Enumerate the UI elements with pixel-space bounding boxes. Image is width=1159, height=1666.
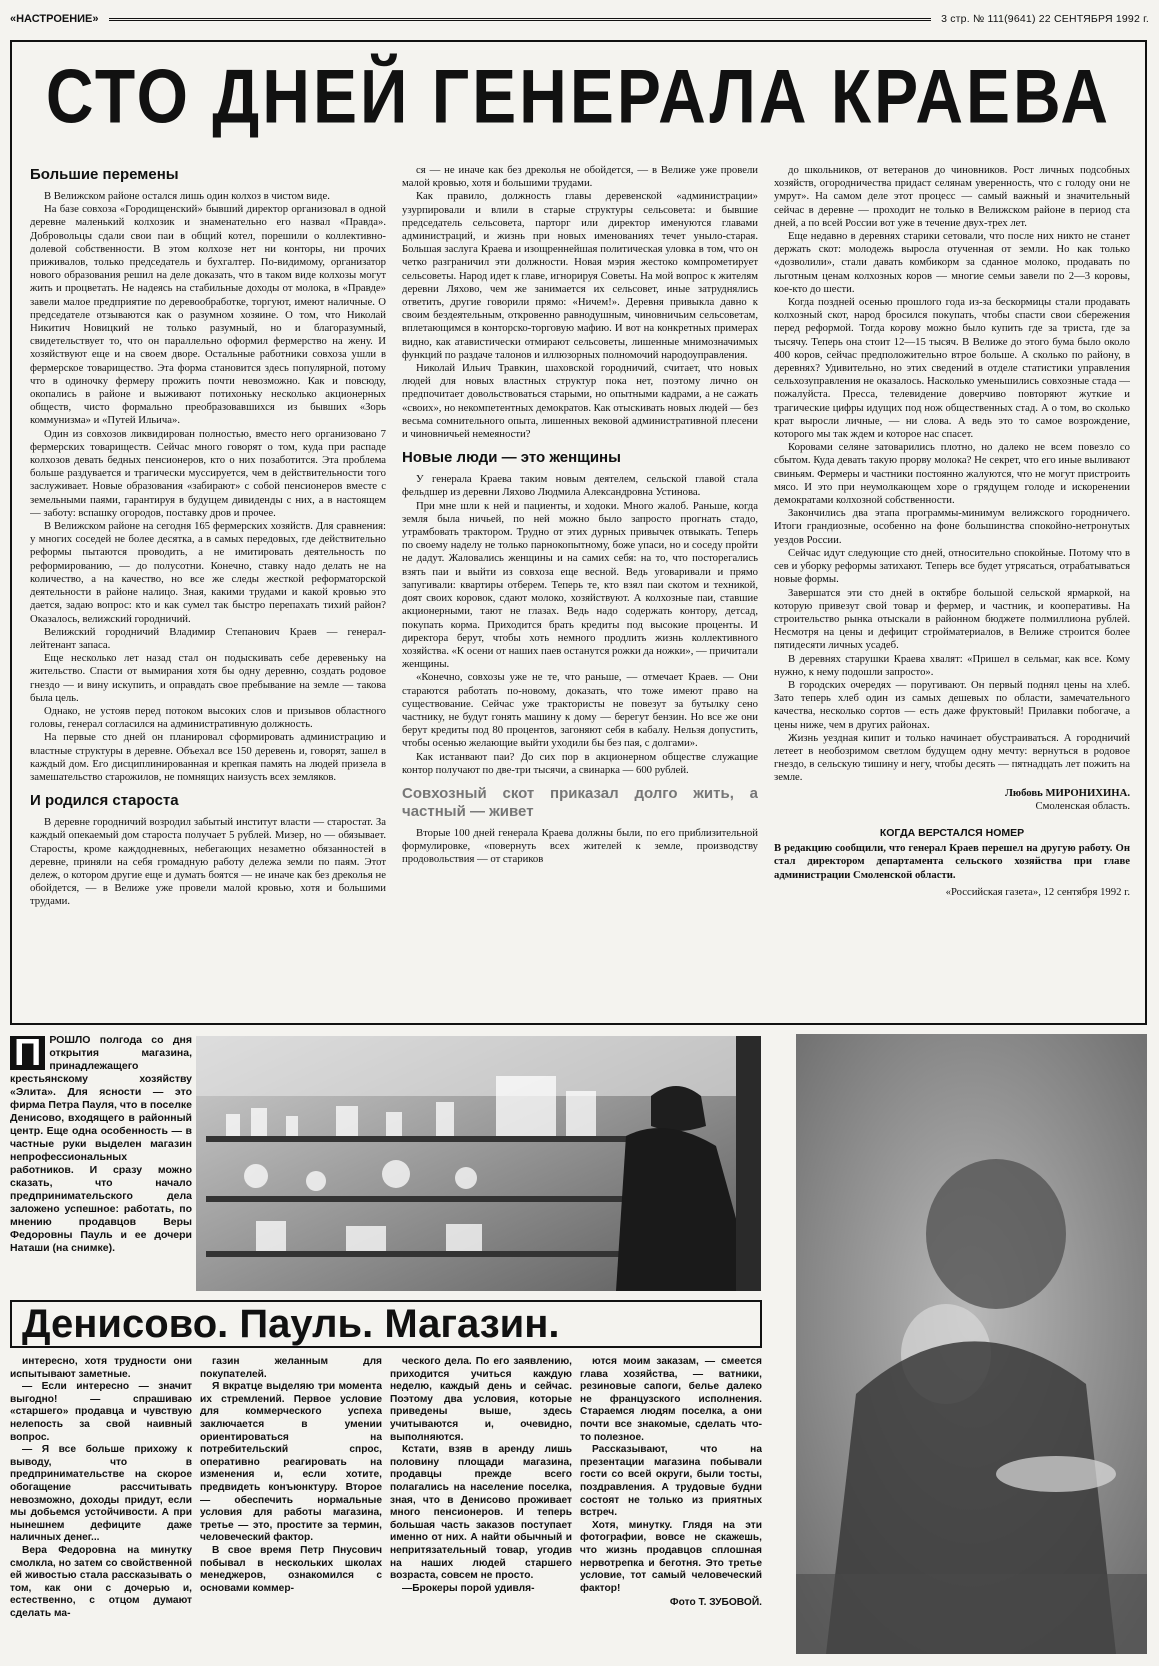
- photo-credit: Фото Т. ЗУБОВОЙ.: [669, 1597, 762, 1609]
- paragraph: В деревне городничий возродил забытый институт власти — старостат. За каждый опекаемый дом староста получает 5 рублей. Мизер, но — обязывает. Старосты, кроме каждодневных, небегающих незаметно обязанностей в деревне, приняли на себя громадную работу дележа земли по паям. Этот дележ, о котором другие еще и думать боятся — не иначе как без дреколья не обойдется, — в Велиже уже провели малой кровью, хотя и большими трудами.: [30, 816, 386, 908]
- store-columns: [10, 1356, 762, 1656]
- paragraph: газин желанным для покупателей.: [200, 1356, 382, 1380]
- column-3: [774, 164, 1130, 1019]
- masthead: [10, 8, 1149, 30]
- paragraph: ются моим заказам, — смеется глава хозяйства, — ватники, резиновые сапоги, белье далеко не французского исполнения. Стараемся людям поселка, а они почти все знакомые, сделать что-то полезное.: [580, 1356, 762, 1443]
- section-name: «НАСТРОЕНИЕ»: [10, 13, 99, 25]
- store-lead: [10, 1034, 192, 1289]
- paragraph: Хотя, минутку. Глядя на эти фотографии, вовсе не скажешь, что жизнь продавцов сплошная нервотрепка и беготня. Это третье условие, тот самый человеческий фактор!: [580, 1519, 762, 1594]
- paragraph: На базе совхоза «Городищенский» бывший директор организовал в одной деревне маленький колхозик и знаменательно его назвал «Правда». Добровольцы сдали свои паи в общий котел, порешили о коллективно-долевой собственности. В этом колхозе нет ни конторы, ни прочих приживалов, только председатель и бухгалтер. По-видимому, организатор нового образования решил на деле доказать, что в таком виде колхозы могут жить и процветать. Не надеясь на стабильные доходы от молока, в «Правде» завели малое предприятие по деревообработке, торгуют, имеют наличные. О председателе отзываются как о разумном хозяине. О том, что Николай Никитич Новицкий не только разумный, но и благоразумный, свидетельствует то, что он параллельно оформил фермерство на жену. И хозяйствуют еще и на своем дворе. Остальные работники совхоза ушли в фермерское товарищество. Эта форма становится здесь популярной, потому что в одиночку фермеру прожить почти невозможно. Как и повсюду, окопались в районе и выживают потихоньку несколько акционерных обществ, чисто формально преобразовавшихся из бывших «Зорь коммунизма» и «Путей Ильича».: [30, 203, 386, 427]
- column-3-body: [774, 164, 1130, 785]
- store-article-title: Денисово. Пауль. Магазин.: [10, 1300, 762, 1348]
- saleswoman-photo: [796, 1034, 1147, 1654]
- paragraph: Завершатся эти сто дней в октябре большой сельской ярмаркой, на которую привезут свой товар и фермер, и частник, и кооперативы. На строительство рынка отыскали в районном бюджете полмиллиона рублей. Несмотря на цены и дефицит стройматериалов, в Велиже строится более пятидесяти личных усадеб.: [774, 586, 1130, 652]
- paragraph: Вторые 100 дней генерала Краева должны были, по его приблизительной формулировке, «повернуть всех жителей к земле, производству продовольствия — от стариков: [402, 826, 758, 866]
- paragraph: Еще недавно в деревнях старики сетовали, что после них никто не станет держать скот: молодежь выросла отученная от земли. Но как только «дозволили», стали давать комбикорм за сданное молоко, продавать по льготным ценам колхозных коров — многие семьи завели по 2—3 коровы, кое-кто до шести.: [774, 230, 1130, 295]
- paragraph: до школьников, от ветеранов до чиновников. Рост личных подсобных хозяйств, огородничества придаст селянам уверенность, что с голоду они не умрут». На самом деле этот процесс — самый важный и значительный сейчас в деревне — проходит не только в Велижском районе в период ста дней, а по всей России вот уже в течение двух-трех лет.: [774, 164, 1130, 229]
- paragraph: Велижский городничий Владимир Степанович Краев — генерал-лейтенант запаса.: [30, 625, 386, 651]
- paragraph: ческого дела. По его заявлению, приходится учиться каждую неделю, каждый день и сейчас. Поэтому два условия, которые приведены выше, здесь учитываются и, очевидно, выполняются.: [390, 1356, 572, 1443]
- store-shelves-photo: [196, 1036, 761, 1291]
- paragraph: В городских очередях — поругивают. Он первый поднял цены на хлеб. Зато теперь хлеб один из самых дешевых по области, замечательного качества, несколько сортов — есть даже фруктовый! Прилавки побогаче, а цены ниже, чем в других районах.: [774, 678, 1130, 731]
- paragraph: В Велижском районе остался лишь один колхоз в чистом виде.: [44, 190, 330, 202]
- column-2: [402, 164, 758, 1019]
- store-column-4-body: [580, 1356, 762, 1595]
- store-lead-text: РОШЛО полгода со дня открытия магазина, принадлежащего крестьянскому хозяйству «Элита». Для ясности — это фирма Петра Пауля, что в поселке Денисово, входящего в районный центр. Еще одна особенность — в частные руки выделен магазин непрофессиональных работников. И сразу можно сказать, что начало предпринимательского дела заложено успешное: работать, по мнению продавцов Веры Федоровны Пауль и ее дочери Наташи (на снимке).: [10, 1034, 192, 1254]
- issue-info: 3 стр. № 111(9641) 22 СЕНТЯБРЯ 1992 г.: [941, 13, 1149, 25]
- masthead-rule: [109, 18, 932, 21]
- paragraph: В свое время Петр Пнусович побывал в нескольких школах менеджеров, ознакомился с основами коммер-: [200, 1544, 382, 1594]
- dropcap: П: [10, 1036, 45, 1070]
- paragraph: — Я все больше прихожу к выводу, что в предпринимательстве на скорое обогащение рассчитывать невозможно, доходы придут, если мы добьемся устойчивости. А при нынешнем дефиците даже наличных денег...: [10, 1444, 192, 1544]
- paragraph: —Брокеры порой удивля-: [402, 1582, 535, 1594]
- column-2-body-b: [402, 473, 758, 777]
- store-column-4: [580, 1356, 762, 1656]
- subhead-livestock: Совхозный скот приказал долго жить, а частный — живет: [402, 784, 758, 820]
- store-article: [10, 1034, 1147, 1659]
- paragraph: Как правило, должность главы деревенской «администрации» узурпировали и влили в старые структуры сельсовета: и бывшие председатель сельсовета, парторг или директор именуются главами администраций, и жизнь при новых именованиях течет уныло-старая. Большая заслуга Краева и изощреннейшая политическая уловка в том, что он четко разграничил эти должности. Новая мэрия жестоко компрометирует сельсоветы. Народ идет к главе, игнорируя Советы. На мой вопрос к жителям деревни Ляхово, чем же занимается их сельсовет, иные затруднялись ответить, другие говорили прямо: «Ничем!». Деревня привыкла давно к своим бездеятельным, откровенно равнодушным, чиновничьим сельсоветам, вплетающимся в конторско-торговую мафию. И вот на конкретных примерах видно, как атавистически отмирают сельсоветы, лишенные мнимозначимых функций по раздаче талонов и иллюзорных полномочий народоуправления.: [402, 190, 758, 361]
- column-1-body-b: [30, 816, 386, 908]
- paragraph: — Если интересно — значит выгодно! — спрашиваю «старшего» продавца и чувствую нелепость за свой наивный вопрос.: [10, 1381, 192, 1443]
- paragraph: Закончились два этапа программы-минимум велижского городничего. Итоги грандиозные, особенно на фоне большинства спокойно-нетронутых уездов России.: [774, 507, 1130, 546]
- paragraph: Кстати, взяв в аренду лишь половину площади магазина, продавцы прежде всего полагались на население поселка, зная, что в Денисово проживает много пенсионеров. И теперь большая часть заказов поступает именно от них. А найти обычный и непритязательный товар, угодив на наших людей старшего возраста, совсем не просто.: [390, 1444, 572, 1582]
- paragraph: интересно, хотя трудности они испытывают заметные.: [10, 1356, 192, 1380]
- paragraph: ся — не иначе как без дреколья не обойдется, — в Велиже уже провели малой кровью, хотя и большими трудами.: [402, 164, 758, 190]
- headline: СТО ДНЕЙ ГЕНЕРАЛА КРАЕВА: [45, 53, 1112, 139]
- late-news-title: КОГДА ВЕРСТАЛСЯ НОМЕР: [879, 826, 1025, 839]
- subhead-starosta: И родился староста: [30, 792, 179, 810]
- paragraph: Один из совхозов ликвидирован полностью, вместо него организовано 7 фермерских товариществ. Сейчас много говорят о том, куда при распаде колхозов девать бедных пенсионеров, кто о них позаботится. Эта проблема больше раздувается и трагически муссируется, чем в действительности того заслуживает. Новые образования «забирают» с собой пенсионеров вместе с земельными паями, гарантируя в будущем дивиденды с них, а в настоящем — заботу: вспашку огородов, поставку дров и прочее.: [30, 427, 386, 519]
- subhead-big-changes: Большие перемены: [30, 166, 179, 183]
- paragraph: При мне шли к ней и пациенты, и ходоки. Много жалоб. Раньше, когда земля была ничьей, по ней можно было запросто прогнать стадо, утрамбовать трактором. Трудно от этих дурных привычек отвыкать. Теперь по своему наделу не только парнокопытному, боже упаси, но и соседу пройти не дадут. Жаловались женщины и на самих себя: на то, что посторегались взять паи и выйти из совхоза еще весной. Ведь уговаривали и прямо запугивали: квартиры отберем. Теперь те, кто взял паи скотом и техникой, доят своих коровок, сдают молоко, хозяйствуют. А колхозные паи, ставшие акционерными, тают не глазах. Ведь надо содержать контору, детсад, покупать корма. Приходится брать кредиты под высокие проценты. И директора берут, чтобы хоть немного продлить жизнь коллективного хозяйства. «К осени от наших паев останутся рожки да ножки», — причитали женщины.: [402, 499, 758, 671]
- paragraph: Николай Ильич Травкин, шаховской городничий, считает, что новых людей для новых властных структур пока нет, поэтому лично он предпочитает довольствоваться старыми, но опытными кадрами, а не сажать «своих», но некомпетентных демократов. Как отыскивать новых людей — без весьма сомнительного опыта, лишенных вековой административной плесени и чиновничьей немеяности?: [402, 362, 758, 441]
- paragraph: Однако, не устояв перед потоком высоких слов и призывов областного головы, генерал согласился на административную должность.: [30, 704, 386, 731]
- column-2-body-a: [402, 164, 758, 441]
- store-column-1: [10, 1356, 192, 1656]
- article-columns: [30, 164, 1130, 1019]
- paragraph: Жизнь уездная кипит и только начинает обустраиваться. А городничий летеет в необозримом светлом будущем одну мечту: вернуться в родовое гнездо, в сельскую тишину и негу, чтобы десять — пятнадцать лет пожить на земле.: [774, 731, 1130, 784]
- paragraph: Вера Федоровна на минутку смолкла, но затем со свойственной ей живостью стала рассказывать о том, как они с дочерью и, естественно, с отцом думают сделать ма-: [10, 1544, 192, 1619]
- paragraph: Я вкратце выделяю три момента их стремлений. Первое условие для коммерческого успеха заключается в умении ориентироваться на потребительский спрос, оперативно реагировать на изменения и, если хотите, предвидеть конъюнктуру. Второе — обеспечить нормальные условия для работы магазина, третье — это, простите за термин, человеческий фактор.: [200, 1381, 382, 1544]
- paragraph: Сейчас идут следующие сто дней, относительно спокойные. Потому что в сев и уборку реформы затихают. Теперь все будет утрясаться, отрабатываться новые формы.: [774, 546, 1130, 586]
- source-citation: «Российская газета», 12 сентября 1992 г.: [945, 885, 1130, 898]
- paragraph: В деревнях старушки Краева хвалят: «Пришел в сельмаг, как все. Кому нужно, к нему подошли запросто».: [774, 652, 1130, 678]
- author-place: Смоленская область.: [1035, 799, 1130, 812]
- author-signature: Любовь МИРОНИХИНА.: [1004, 786, 1130, 799]
- paragraph: У генерала Краева таким новым деятелем, сельской главой стала фельдшер из деревни Ляхово Людмила Александровна Устинова.: [402, 473, 758, 499]
- paragraph: «Конечно, совхозы уже не те, что раньше, — отмечает Краев. — Они стараются работать по-новому, доказать, что тоже имеют право на существование. Сейчас уже трактористы не повезут за бутылку сено частнику, не будут гонять машину к дому — берегут бензин. Но все же они берут кредиты под 80 процентов, загоняют себя в кабалу. Нельзя допустить, чтобы осенью желающие выйти уходили бы без пая, с долгами».: [402, 671, 758, 750]
- column-1: [30, 164, 386, 1019]
- paragraph: В Велижском районе на сегодня 165 фермерских хозяйств. Для сравнения: у многих соседей не более десятка, а в самых передовых, где действительно реформы пытаются проводить, а не имитировать деятельность по реформированию, — до полусотни. Конечно, ставку надо делать не на количество, а на качество, но все же следы жесткой реформаторской деятельности в районе налицо. Зная, какими трудами и какой кровью это дается, задаю вопрос: кто и как сумел так быстро перепахать тихий район? Оказалось, велижский городничий.: [30, 520, 386, 625]
- late-news-body: В редакцию сообщили, что генерал Краев перешел на другую работу. Он стал директором департамента сельского хозяйства при главе администрации Смоленской области.: [774, 842, 1130, 881]
- paragraph: Коровами селяне затоварились плотно, но далеко не всем повезло со сбытом. Куда девать такую прорву молока? Не секрет, что его иные выливают свиньям. Фермеры и частники постоянно жалуются, что не могут пристроить мясо. И это при неумолкающем хоре о грядущем голоде и искоренении демократами колхозной собственности.: [774, 441, 1130, 507]
- column-2-body-c: [402, 827, 758, 867]
- column-1-body-a: [30, 190, 386, 784]
- store-column-2: [200, 1356, 382, 1656]
- store-column-3: [390, 1356, 572, 1656]
- paragraph: Как истанвают паи? До сих пор в акционерном обществе служащие контор получают по две-три тысячи, а свинарка — 600 рублей.: [402, 750, 758, 776]
- main-article: [10, 40, 1147, 1025]
- paragraph: Когда поздней осенью прошлого года из-за бескормицы стали продавать колхозный скот, народ бросился покупать, чтобы спасти свои сбережения перед реформой. Тогда корову можно было купить где за триста, где за тысячу. Теперь она стоит 12—15 тысяч. В Велиже до этого бума было около 400 коров, сейчас предположительно втрое больше. А сколько по району, в деревнях? Удивительно, но этих сведений в отделе статистики управления сельхозуправления не оказалось. Насколько уменьшились совхозные стада — пожалуйста. Пресса, телевидение доверчиво повторяют жуткие и трагические цифры идущих под нож общественных стад. А о том, во сколько крат выросли личные, — ни слова. А ведь это то самое возрождение, которого мы так ждем и которое нас спасет.: [774, 296, 1130, 441]
- subhead-new-people: Новые люди — это женщины: [402, 449, 621, 467]
- paragraph: На первые сто дней он планировал сформировать администрацию и властные структуры в деревне. Объехал все 150 деревень и, говорят, зашел в каждый дом. Его дисциплинированная и крепкая память на людей призела в замешательство старожилов, не помнящих наизусть всех земляков.: [30, 731, 386, 783]
- paragraph: Еще несколько лет назад стал он подыскивать себе деревеньку на жительство. Спасти от вымирания хотя бы одну деревню, создать родовое гнездо — и вину искупить, и оправдать свое пребывание на земле — такова была цель.: [30, 652, 386, 704]
- paragraph: Рассказывают, что на презентации магазина побывали гости со всей округи, были тосты, поздравления. А трудовые будни состоят не только из приятных встреч.: [580, 1444, 762, 1519]
